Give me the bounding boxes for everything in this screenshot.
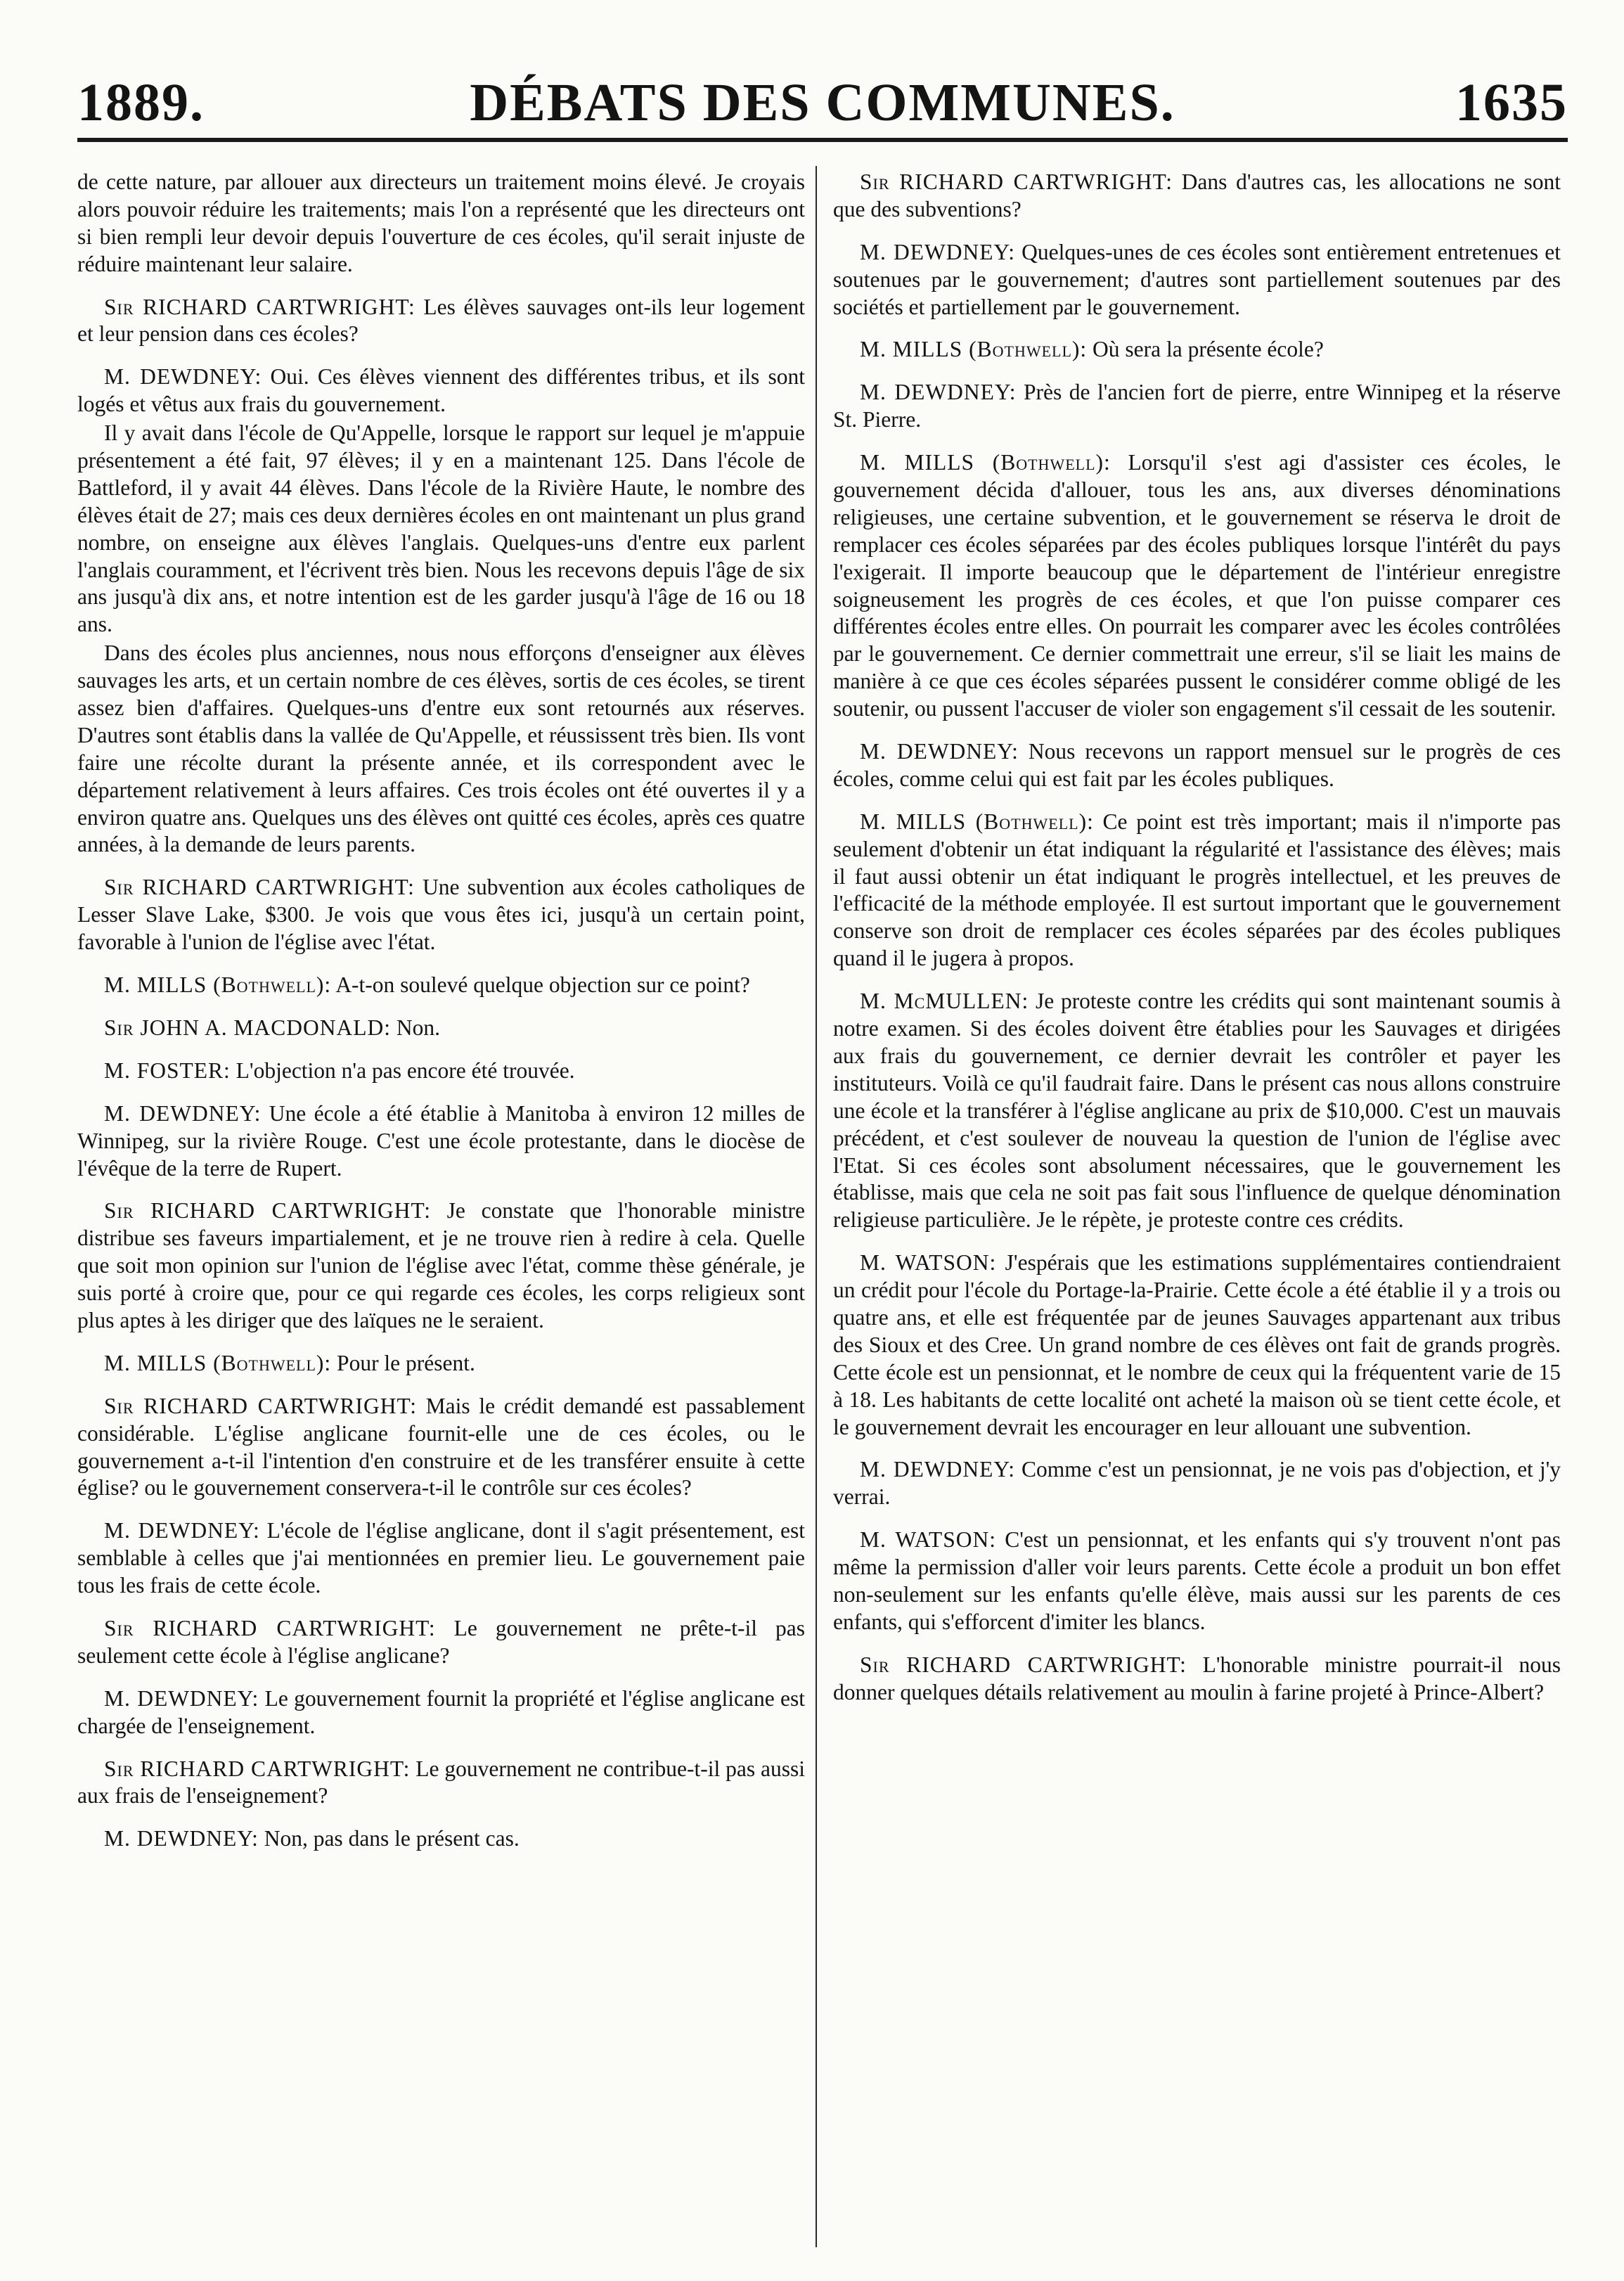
speaker-name: Sir RICHARD CARTWRIGHT: <box>860 1652 1187 1677</box>
paragraph-text: Nous recevons un rapport mensuel sur le progrès de ces écoles, comme celui qui est fait par les écoles publiques. <box>833 739 1561 791</box>
paragraph-text: Il y avait dans l'école de Qu'Appelle, lorsque le rapport sur lequel je m'appuie présentement a été fait, 97 élèves; il y en a maintenant 125. Dans l'école de Battleford, il y avait 44 élèves. Dans l'école de la Rivière Haute, le nombre des élèves était de 27; mais ces deux dernières écoles en ont maintenant un plus grand nombre, on enseigne aux élèves l'anglais. Quelques-uns d'entre eux parlent l'anglais couramment, et l'écrivent très bien. Nous les recevons depuis l'âge de six ans jusqu'à dix ans, et notre intention est de les garder jusqu'à l'âge de 16 ou 18 ans. <box>77 420 805 637</box>
speaker-name: M. WATSON: <box>860 1250 997 1276</box>
paragraph <box>77 640 805 859</box>
paragraph <box>77 1350 805 1377</box>
paragraph <box>833 379 1561 434</box>
paragraph <box>77 1100 805 1183</box>
paragraph <box>77 294 805 349</box>
paragraph <box>833 336 1561 364</box>
paragraph-text: Je proteste contre les crédits qui sont maintenant soumis à notre examen. Si des écoles doivent être établies pour les Sauvages et dirigées aux frais du gouvernement, ce dernier devrait les contrôler et payer les instituteurs. Voilà ce qu'il faudrait faire. Dans le présent cas nous allons construire une école et la transférer à l'église anglicane au prix de $10,000. C'est un mauvais précédent, et c'est soulever de nouveau la question de l'union de l'église avec l'Etat. Si ces écoles sont absolument nécessaires, que le gouvernement les établisse, mais que cela ne soit pas fait sous l'influence de quelque dénomination religieuse particulière. Je le répète, je proteste contre ces crédits. <box>833 989 1561 1233</box>
paragraph-text: Lorsqu'il s'est agi d'assister ces écoles, le gouvernement décida d'allouer, tous les ans, aux diverses dénominations religieuses, une certaine subvention, et le gouvernement se réserva le droit de remplacer ces écoles séparées par des écoles publiques lorsque l'intérêt du pays l'exigerait. Il importe beaucoup que le département de l'intérieur enregistre soigneusement les progrès de ces écoles, et que l'on puisse comparer ces différentes écoles entre elles. On pourrait les comparer avec les écoles contrôlées par le gouvernement. Ce dernier commettrait une erreur, s'il se liait les mains de manière à ce que ces écoles séparées pussent le considérer comme obligé de les soutenir, ou pussent l'accuser de violer son engagement s'il cessait de les soutenir. <box>833 450 1561 721</box>
paragraph <box>833 169 1561 224</box>
speaker-name: M. MILLS (Bothwell): <box>860 809 1094 834</box>
speaker-name: M. DEWDNEY: <box>860 739 1019 764</box>
paragraph-text: Une subvention aux écoles catholiques de Lesser Slave Lake, $300. Je vois que vous êtes ici, jusqu'à un certain point, favorable à l'union de l'église avec l'état. <box>77 875 805 955</box>
paragraph <box>833 988 1561 1234</box>
paragraph-text: L'école de l'église anglicane, dont il s'agit présentement, est semblable à celles que j'ai mentionnées en premier lieu. Le gouvernement paie tous les frais de cette école. <box>77 1518 805 1598</box>
speaker-name: Sir RICHARD CARTWRIGHT: <box>104 1393 417 1418</box>
paragraph <box>77 1393 805 1503</box>
paragraph <box>833 738 1561 793</box>
speaker-name: M. DEWDNEY: <box>104 1518 260 1543</box>
paragraph-text: Ce point est très important; mais il n'importe pas seulement d'obtenir un état indiquant la régularité et l'assistance des élèves; mais il faut aussi obtenir un état indiquant le progrès intellectuel, et les preuves de l'efficacité de la méthode employée. Il est surtout important que le gouvernement conserve son droit de remplacer ces écoles séparées par des écoles publiques quand il le jugera à propos. <box>833 809 1561 971</box>
paragraph <box>77 364 805 418</box>
paragraph <box>77 420 805 638</box>
speaker-name: M. FOSTER: <box>104 1058 231 1083</box>
left-column <box>77 169 805 2250</box>
paragraph-text: Non, pas dans le présent cas. <box>264 1826 520 1851</box>
paragraph <box>77 1825 805 1853</box>
speaker-name: M. DEWDNEY: <box>860 1457 1015 1482</box>
speaker-name: Sir RICHARD CARTWRIGHT: <box>860 169 1173 194</box>
paragraph-text: Quelques-unes de ces écoles sont entièrement entretenues et soutenues par le gouvernement; d'autres sont partiellement soutenues par des sociétés et partiellement par le gouvernement. <box>833 239 1561 319</box>
paragraph-text: Mais le crédit demandé est passablement considérable. L'église anglicane fournit-elle une de ces écoles, ou le gouvernement a-t-il l'intention d'en construire et de les transférer ensuite à cette église? ou le gouvernement conservera-t-il le contrôle sur ces écoles? <box>77 1393 805 1501</box>
paragraph <box>833 1456 1561 1511</box>
paragraph-text: Le gouvernement fournit la propriété et l'église anglicane est chargée de l'enseignement. <box>77 1685 805 1738</box>
header-page-number: 1635 <box>1455 73 1568 132</box>
paragraph <box>77 1015 805 1042</box>
speaker-name: M. WATSON: <box>860 1527 997 1553</box>
paragraph-text: Une école a été établie à Manitoba à environ 12 milles de Winnipeg, sur la rivière Rouge. C'est une école protestante, dans le diocèse de l'évêque de la terre de Rupert. <box>77 1100 805 1181</box>
paragraph-text: Oui. Ces élèves viennent des différentes tribus, et ils sont logés et vêtus aux frais du gouvernement. <box>77 364 805 417</box>
paragraph-text: Près de l'ancien fort de pierre, entre Winnipeg et la réserve St. Pierre. <box>833 380 1561 432</box>
paragraph-text: Le gouvernement ne prête-t-il pas seulement cette école à l'église anglicane? <box>77 1615 805 1668</box>
speaker-name: M. DEWDNEY: <box>860 380 1017 405</box>
speaker-name: M. DEWDNEY: <box>104 1685 259 1711</box>
paragraph <box>77 874 805 956</box>
speaker-name: Sir JOHN A. MACDONALD: <box>104 1015 392 1040</box>
speaker-name: Sir RICHARD CARTWRIGHT: <box>104 875 415 900</box>
paragraph-text: Dans d'autres cas, les allocations ne sont que des subventions? <box>833 169 1561 221</box>
paragraph-text: Le gouvernement ne contribue-t-il pas aussi aux frais de l'enseignement? <box>77 1756 805 1808</box>
paragraph-text: Je constate que l'honorable ministre distribue ses faveurs impartialement, et je ne trouve rien à redire à cela. Quelle que soit mon opinion sur l'union de l'église avec l'état, comme thèse générale, je suis porté à croire que, pour ce qui regarde ces écoles, les corps religieux sont plus aptes à les diriger que des laïques ne le seraient. <box>77 1198 805 1332</box>
paragraph <box>77 1685 805 1740</box>
paragraph <box>833 1652 1561 1707</box>
speaker-name: M. DEWDNEY: <box>104 1100 262 1126</box>
paragraph-text: Dans des écoles plus anciennes, nous nous efforçons d'enseigner aux élèves sauvages les arts, et un certain nombre de ces élèves, sortis de ces écoles, se tirent assez bien d'affaires. Quelques-uns d'entre eux sont retournés aux réserves. D'autres sont établis dans la vallée de Qu'Appelle, et réussissent très bien. Ils vont faire une récolte durant la présente année, et ils correspondent avec le département relativement à leurs affaires. Ces trois écoles ont été ouvertes il y a environ quatre ans. Quelques uns des élèves ont quitté ces écoles, après ces quatre années, à la demande de leurs parents. <box>77 641 805 857</box>
speaker-name: M. MILLS (Bothwell): <box>104 972 332 998</box>
paragraph-text: Comme c'est un pensionnat, je ne vois pas d'objection, et j'y verrai. <box>833 1457 1561 1510</box>
column-divider <box>816 166 817 2247</box>
paragraph <box>77 1058 805 1085</box>
speaker-name: M. MILLS (Bothwell): <box>104 1350 332 1375</box>
speaker-name: Sir RICHARD CARTWRIGHT: <box>104 1615 436 1640</box>
page-header <box>77 68 1568 142</box>
right-column <box>833 169 1561 2250</box>
paragraph <box>77 972 805 999</box>
paragraph-text: L'objection n'a pas encore été trouvée. <box>236 1058 575 1083</box>
paragraph-text: Pour le présent. <box>337 1350 475 1375</box>
paragraph-text: C'est un pensionnat, et les enfants qui s'y trouvent n'ont pas même la permission d'aller voir leurs parents. Cette école a produit un bon effet non-seulement sur les enfants qu'elle élève, mais aussi sur les parents de ces enfants, qui s'efforcent d'imiter les blancs. <box>833 1527 1561 1634</box>
paragraph <box>77 1756 805 1811</box>
speaker-name: M. DEWDNEY: <box>104 1826 259 1851</box>
paragraph-text: Non. <box>396 1015 441 1040</box>
speaker-name: M. DEWDNEY: <box>104 364 262 390</box>
paragraph-text: A-t-on soulevé quelque objection sur ce point? <box>335 972 750 998</box>
paragraph <box>77 1517 805 1600</box>
header-title: DÉBATS DES COMMUNES. <box>470 73 1175 132</box>
paragraph-text: Les élèves sauvages ont-ils leur logement et leur pension dans ces écoles? <box>77 294 805 347</box>
speaker-name: M. DEWDNEY: <box>860 239 1016 264</box>
paragraph-text: J'espérais que les estimations supplémentaires contiendraient un crédit pour l'école du Portage-la-Prairie. Cette école a été établie il y a trois ou quatre ans, et elle est fréquentée par de jeunes Sauvages appartenant aux tribus des Sioux et des Cree. Un grand nombre de ces élèves ont fait de grands progrès. Cette école est un pensionnat, et le nombre de ceux qui la fréquentent varie de 15 à 18. Les habitants de cette localité ont acheté la maison où se tient cette école, et le gouvernement devrait les encourager en leur allouant une subvention. <box>833 1250 1561 1439</box>
speaker-name: M. MILLS (Bothwell): <box>860 450 1111 475</box>
speaker-name: Sir RICHARD CARTWRIGHT: <box>104 1756 411 1781</box>
paragraph <box>833 239 1561 321</box>
paragraph-text: L'honorable ministre pourrait-il nous donner quelques détails relativement au moulin à farine projeté à Prince-Albert? <box>833 1652 1561 1704</box>
paragraph-text: Où sera la présente école? <box>1093 337 1324 362</box>
paragraph <box>833 449 1561 723</box>
paragraph-text: de cette nature, par allouer aux directeurs un traitement moins élevé. Je croyais alors pouvoir réduire les traitements; mais l'on a représenté que les directeurs ont si bien rempli leur devoir depuis l'ouverture de ces écoles, qu'il serait injuste de réduire maintenant leur salaire. <box>77 169 805 276</box>
paragraph <box>77 169 805 278</box>
paragraph <box>77 1615 805 1670</box>
speaker-name: M. MILLS (Bothwell): <box>860 337 1088 362</box>
paragraph <box>833 1527 1561 1636</box>
header-year: 1889. <box>77 73 205 132</box>
speaker-name: Sir RICHARD CARTWRIGHT: <box>104 294 415 319</box>
paragraph <box>77 1197 805 1334</box>
speaker-name: Sir RICHARD CARTWRIGHT: <box>104 1198 431 1223</box>
paragraph <box>833 809 1561 972</box>
paragraph <box>833 1249 1561 1441</box>
speaker-name: M. McMULLEN: <box>860 989 1029 1014</box>
